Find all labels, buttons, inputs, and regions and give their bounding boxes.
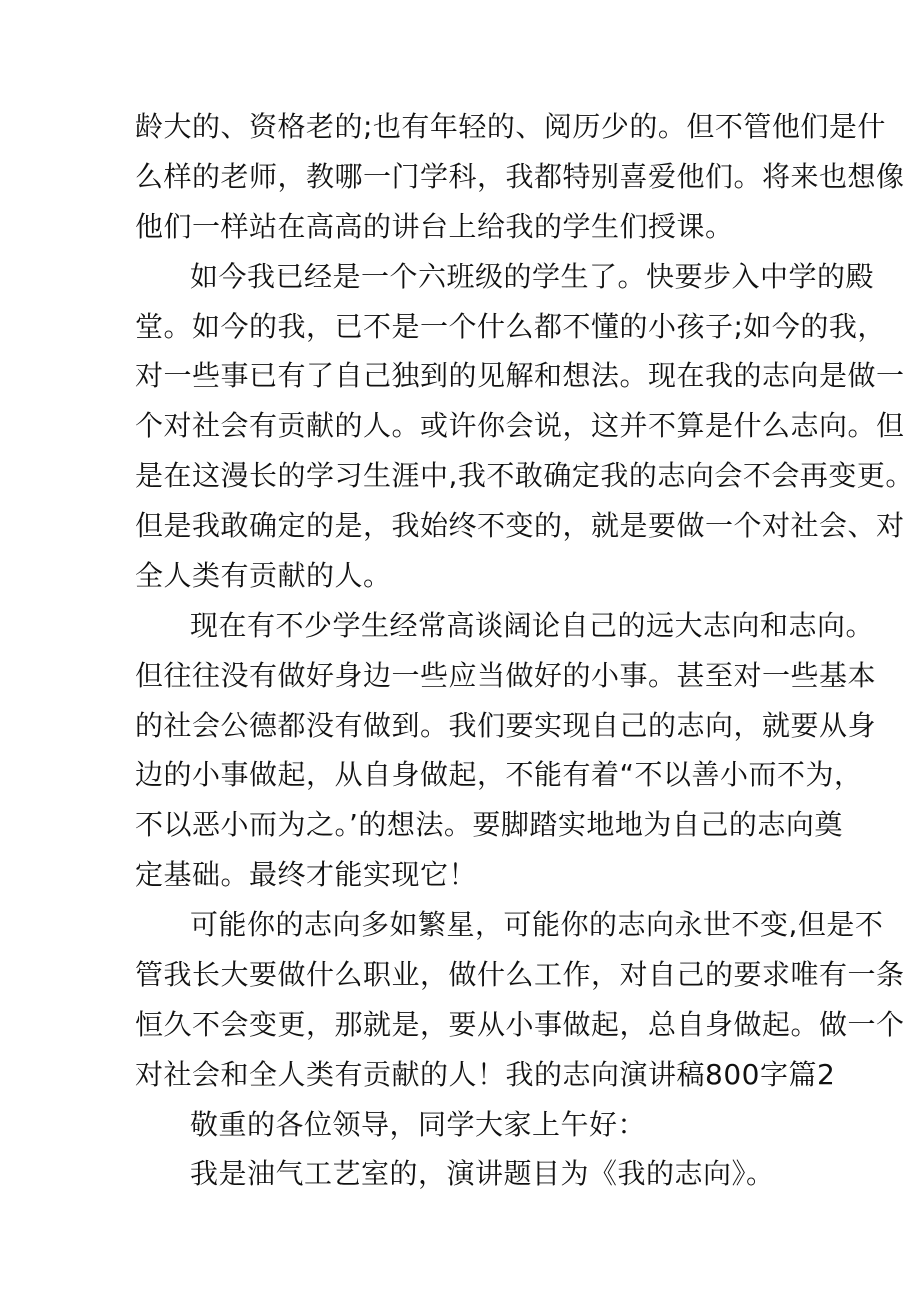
text-line: 全人类有贡献的人。 (135, 559, 392, 592)
text-line: 么样的老师，教哪一门学科，我都特别喜爱他们。将来也想像 (135, 160, 905, 193)
text-line: 不以恶小而为之。’的想法。要脚踏实地地为自己的志向奠 (135, 808, 843, 841)
paragraph-start-line: 如今我已经是一个六班级的学生了。快要步入中学的殿 (190, 260, 875, 293)
text-line: 定基础。最终才能实现它！ (135, 858, 478, 891)
paragraph-start-line: 我是油气工艺室的，演讲题目为《我的志向》。 (190, 1157, 775, 1190)
text-line: 龄大的、资格老的;也有年轻的、阅历少的。但不管他们是什 (135, 110, 886, 143)
text-line: 是在这漫长的学习生涯中,我不敢确定我的志向会不会再变更。 (135, 459, 914, 492)
text-line: 个对社会有贡献的人。或许你会说，这并不算是什么志向。但 (135, 409, 905, 442)
text-line: 对一些事已有了自己独到的见解和想法。现在我的志向是做一 (135, 359, 905, 392)
text-line: 堂。如今的我，已不是一个什么都不懂的小孩子;如今的我， (135, 310, 886, 343)
text-line: 但往往没有做好身边一些应当做好的小事。甚至对一些基本 (135, 659, 877, 692)
text-line: 边的小事做起，从自身做起，不能有着“不以善小而不为， (135, 758, 863, 791)
paragraph-start-line: 可能你的志向多如繁星，可能你的志向永世不变,但是不 (190, 908, 884, 941)
paragraph-start-line: 敬重的各位领导，同学大家上午好： (190, 1108, 647, 1141)
text-line: 的社会公德都没有做到。我们要实现自己的志向，就要从身 (135, 709, 877, 742)
text-line: 对社会和全人类有贡献的人！我的志向演讲稿800字篇2 (135, 1058, 836, 1091)
text-line: 他们一样站在高高的讲台上给我的学生们授课。 (135, 210, 734, 243)
text-line: 恒久不会变更，那就是，要从小事做起，总自身做起。做一个 (135, 1008, 905, 1041)
text-line: 管我长大要做什么职业，做什么工作，对自己的要求唯有一条 (135, 958, 905, 991)
text-line: 但是我敢确定的是，我始终不变的，就是要做一个对社会、对 (135, 509, 905, 542)
paragraph-start-line: 现在有不少学生经常高谈阔论自己的远大志向和志向。 (190, 609, 875, 642)
